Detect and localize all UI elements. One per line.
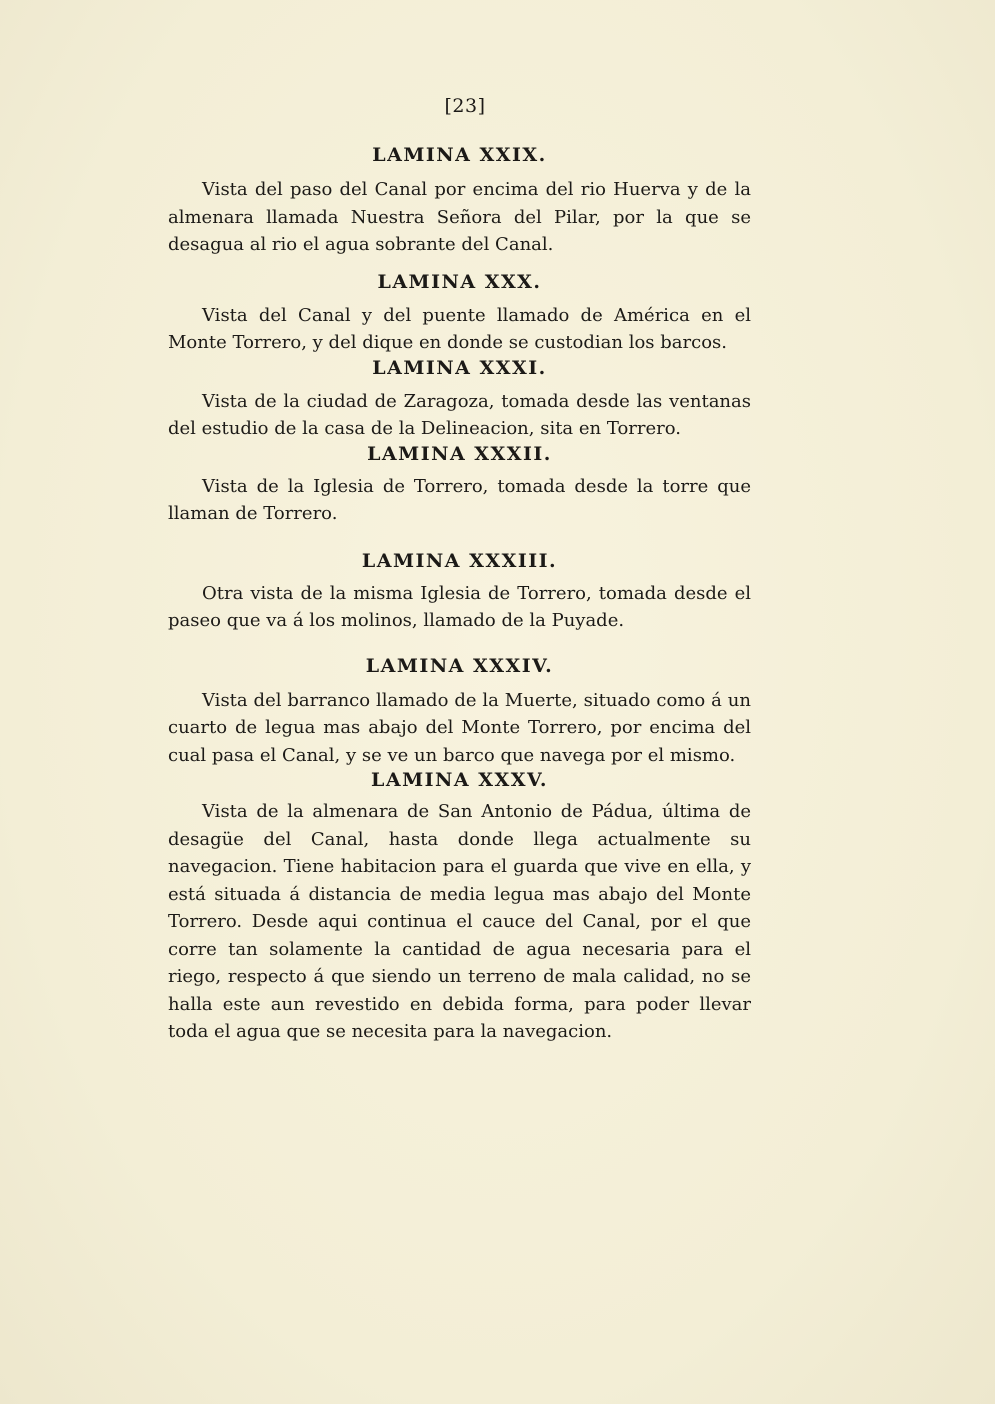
section-heading: LAMINA XXXIV.: [365, 654, 554, 677]
lamina-section: [168, 271, 751, 357]
section-heading: LAMINA XXXII.: [367, 442, 552, 465]
section-heading: LAMINA XXXIII.: [361, 549, 558, 572]
section-text: Vista de la almenara de San Antonio de Pádua, última de desagüe del Canal, hasta donde llega actualmente su navegacion. Tiene habitacion para el guarda que vive en ella, y está situada á distancia de media legua mas abajo del Monte Torrero. Desde aqui continua el cauce del Canal, por el que corre tan solamente la cantidad de agua necesaria para el riego, respecto á que siendo un terreno de mala calidad, no se halla este aun revestido en debida forma, para poder llevar toda el agua que se necesita para la navegacion.: [168, 801, 751, 1042]
lamina-section: [168, 357, 751, 443]
lamina-section: [168, 144, 751, 259]
section-text: Vista del barranco llamado de la Muerte, situado como á un cuarto de legua mas abajo del Monte Torrero, por encima del cual pasa el Canal, y se ve un barco que navega por el mismo.: [168, 689, 751, 766]
section-text: Vista del paso del Canal por encima del rio Huerva y de la almenara llamada Nuestra Señora del Pilar, por la que se desagua al rio el agua sobrante del Canal.: [168, 179, 751, 255]
section-heading: LAMINA XXX.: [377, 270, 542, 293]
lamina-section: [168, 655, 751, 770]
lamina-section: [168, 550, 751, 635]
lamina-section: [168, 443, 751, 528]
page-number: [23]: [444, 95, 486, 117]
section-text: Otra vista de la misma Iglesia de Torrero, tomada desde el paseo que va á los molinos, llamado de la Puyade.: [168, 582, 751, 631]
page-content: [168, 140, 751, 1046]
section-heading: LAMINA XXIX.: [372, 144, 547, 166]
section-text: Vista del Canal y del puente llamado de América en el Monte Torrero, y del dique en donde se custodian los barcos.: [168, 304, 751, 353]
section-heading: LAMINA XXXI.: [372, 356, 547, 379]
section-text: Vista de la ciudad de Zaragoza, tomada desde las ventanas del estudio de la casa de la Delineacion, sita en Torrero.: [168, 390, 751, 439]
lamina-section: [168, 769, 751, 1046]
section-text: Vista de la Iglesia de Torrero, tomada desde la torre que llaman de Torrero.: [168, 475, 751, 524]
section-heading: LAMINA XXXV.: [370, 769, 548, 791]
